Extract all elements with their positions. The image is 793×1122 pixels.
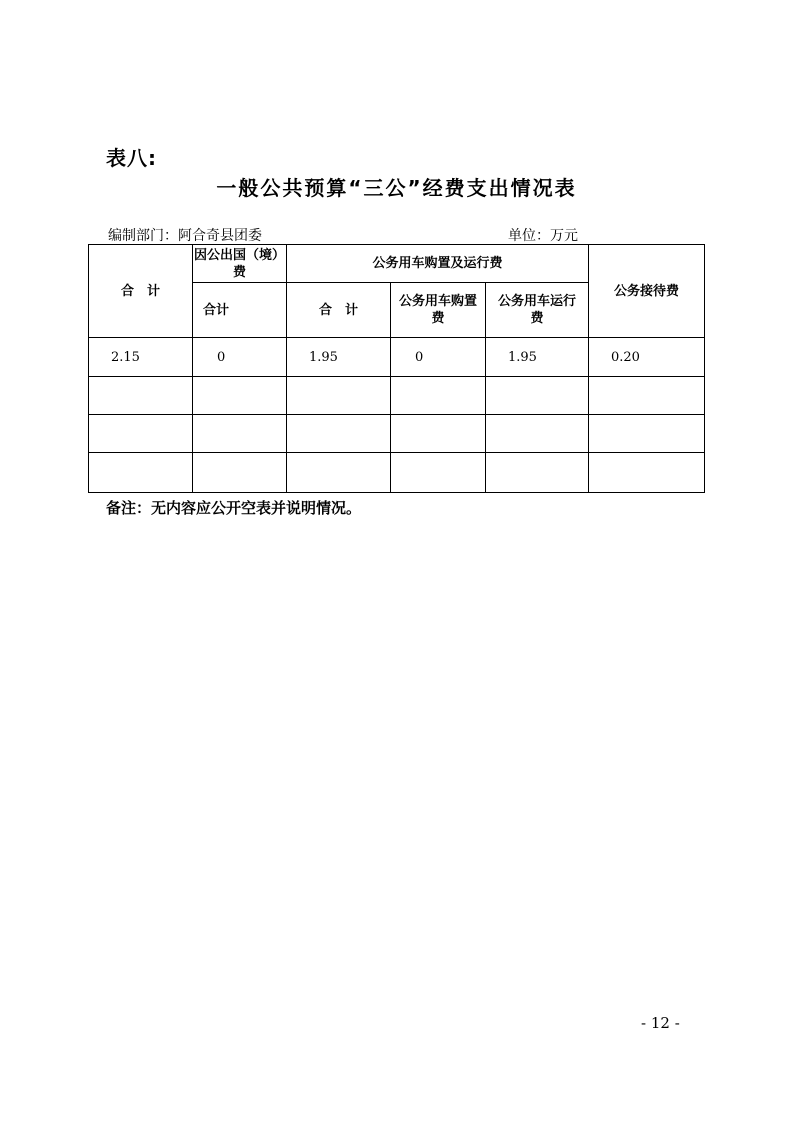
table-row <box>89 415 705 453</box>
cell-total: 2.15 <box>89 338 193 377</box>
cell-vehicle-operation: 1.95 <box>486 338 589 377</box>
table-cell <box>287 377 391 415</box>
table-cell <box>89 415 193 453</box>
document-title: 一般公共预算“三公”经费支出情况表 <box>216 176 577 200</box>
table-cell <box>193 377 287 415</box>
cell-vehicle-total: 1.95 <box>287 338 391 377</box>
table-row <box>89 338 705 377</box>
table-cell <box>486 377 589 415</box>
table-cell <box>287 415 391 453</box>
department-label: 编制部门：阿合奇县团委 <box>108 228 262 244</box>
table-cell <box>193 415 287 453</box>
header-reception: 公务接待费 <box>589 245 705 338</box>
table-row <box>89 377 705 415</box>
unit-label: 单位：万元 <box>508 228 578 244</box>
table-cell <box>89 453 193 493</box>
table-row <box>89 453 705 493</box>
header-overseas-group: 因公出国（境）费 <box>193 245 287 283</box>
table-cell <box>486 453 589 493</box>
table-cell <box>391 377 486 415</box>
header-overseas-total: 合计 <box>193 283 287 338</box>
header-row-1 <box>89 245 705 283</box>
expense-table <box>88 244 705 493</box>
header-vehicle-purchase: 公务用车购置费 <box>391 283 486 338</box>
header-vehicle-operation: 公务用车运行费 <box>486 283 589 338</box>
header-vehicle-group: 公务用车购置及运行费 <box>287 245 589 283</box>
page-number: - 12 - <box>641 1014 680 1032</box>
table-note: 备注：无内容应公开空表并说明情况。 <box>106 499 362 517</box>
table-cell <box>486 415 589 453</box>
table-cell <box>391 415 486 453</box>
table-cell <box>589 415 705 453</box>
cell-reception: 0.20 <box>589 338 705 377</box>
table-cell <box>589 377 705 415</box>
table-cell <box>391 453 486 493</box>
header-total: 合 计 <box>89 245 193 338</box>
table-cell <box>89 377 193 415</box>
table-cell <box>287 453 391 493</box>
table-cell <box>589 453 705 493</box>
cell-vehicle-purchase: 0 <box>391 338 486 377</box>
cell-overseas: 0 <box>193 338 287 377</box>
table-cell <box>193 453 287 493</box>
header-vehicle-total: 合 计 <box>287 283 391 338</box>
table-label: 表八: <box>106 146 157 170</box>
